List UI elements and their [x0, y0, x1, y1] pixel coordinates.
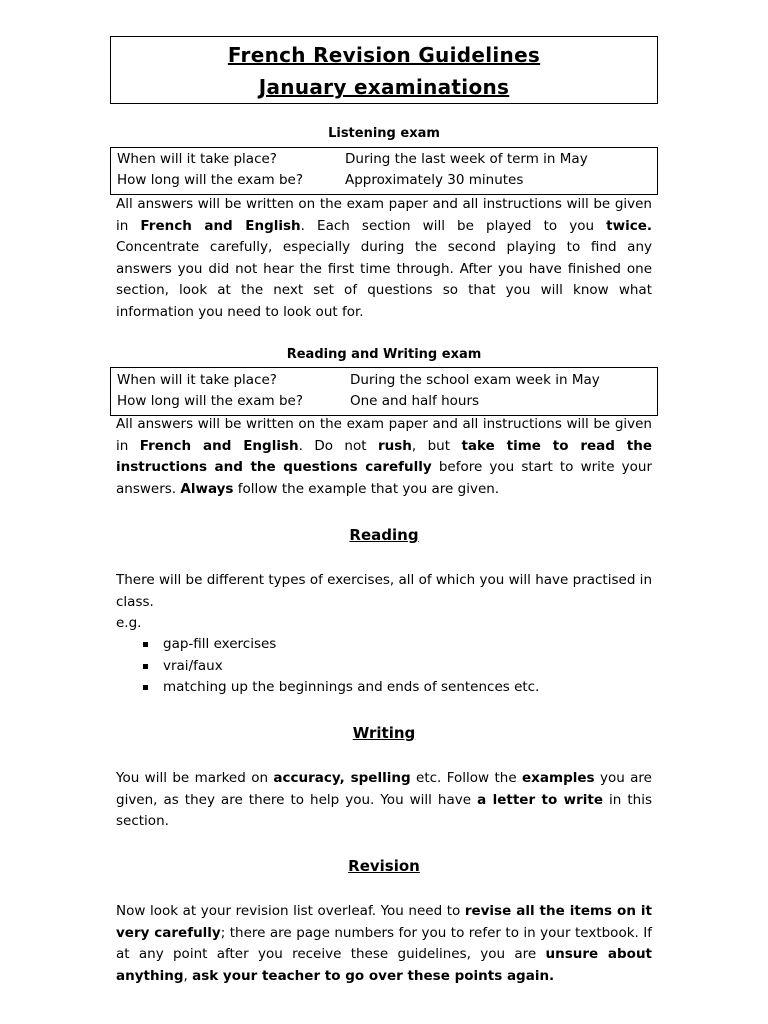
emphasis: take time to read the instructions and the questions carefully	[116, 437, 652, 476]
text-run: . Each section will be played to you	[300, 217, 607, 234]
reading-heading: Reading	[349, 526, 419, 544]
info-answer: During the school exam week in May	[350, 372, 600, 388]
text-run: You will be marked on	[116, 770, 274, 786]
text-run: before you start to write your answers.	[116, 459, 652, 497]
text-run: ,	[183, 967, 193, 984]
info-row	[111, 170, 657, 191]
text-run: . Do not	[298, 437, 378, 454]
document-title: French Revision Guidelines	[227, 43, 541, 67]
info-answer: Approximately 30 minutes	[345, 172, 524, 188]
info-row	[111, 391, 657, 412]
text-run: All answers will be written on the exam paper and all instructions will be given in	[116, 196, 652, 234]
emphasis: ask your teacher to go over these points again.	[192, 967, 555, 984]
info-question: When will it take place?	[117, 372, 277, 388]
info-question: How long will the exam be?	[117, 172, 304, 188]
title-box	[110, 36, 658, 104]
writing-paragraph	[116, 768, 652, 833]
info-answer: One and half hours	[350, 393, 480, 409]
reading-paragraph: There will be different types of exercises, all of which you will have practised in class.	[116, 572, 652, 610]
emphasis: twice.	[606, 217, 653, 234]
text-run: you are given, as they are there to help you. You will have	[116, 770, 652, 808]
revision-heading: Revision	[348, 857, 420, 875]
reading-writing-paragraph	[116, 414, 652, 500]
revision-paragraph	[116, 901, 652, 987]
text-run: etc. Follow the	[410, 770, 523, 786]
info-answer: During the last week of term in May	[345, 151, 588, 167]
info-question: When will it take place?	[117, 151, 277, 167]
emphasis: a letter to write	[477, 791, 604, 808]
text-run: , but	[411, 437, 462, 454]
text-run: ; there are page numbers for you to refer to in your textbook. If at any point after you receive these guidelines, you are	[116, 924, 652, 963]
listening-info-box	[110, 147, 658, 195]
info-question: How long will the exam be?	[117, 393, 304, 409]
text-run: Concentrate carefully, especially during the second playing to find any answers you did not hear the first time through. After you have finished one section, look at the next set of questions so that you will know what information you need to look out for.	[116, 239, 652, 320]
info-row	[111, 370, 657, 391]
emphasis: rush	[377, 437, 412, 454]
writing-heading: Writing	[352, 724, 416, 742]
emphasis: accuracy, spelling	[273, 770, 411, 786]
emphasis: unsure about anything	[116, 946, 653, 984]
emphasis: French and English	[139, 437, 299, 454]
listening-paragraph	[116, 194, 652, 324]
reading-writing-info-box	[110, 367, 658, 416]
text-run: follow the example that you are given.	[233, 480, 500, 497]
exercise-list	[140, 634, 539, 699]
emphasis: examples	[522, 770, 595, 786]
listening-heading: Listening exam	[328, 126, 440, 141]
emphasis: Always	[180, 480, 234, 497]
text-run: All answers will be written on the exam paper and all instructions will be given in	[116, 416, 652, 454]
reading-writing-heading: Reading and Writing exam	[286, 347, 482, 362]
text-run: in this section.	[116, 791, 653, 830]
list-item: vrai/faux	[140, 656, 539, 678]
list-item: matching up the beginnings and ends of sentences etc.	[140, 677, 539, 699]
emphasis: French and English	[140, 217, 301, 234]
emphasis: revise all the items on it very carefully	[116, 903, 652, 941]
info-row	[111, 149, 657, 170]
document-subtitle: January examinations	[258, 75, 510, 99]
list-item: gap-fill exercises	[140, 634, 539, 656]
example-label: e.g.	[116, 615, 142, 631]
text-run: Now look at your revision list overleaf. You need to	[116, 903, 465, 919]
